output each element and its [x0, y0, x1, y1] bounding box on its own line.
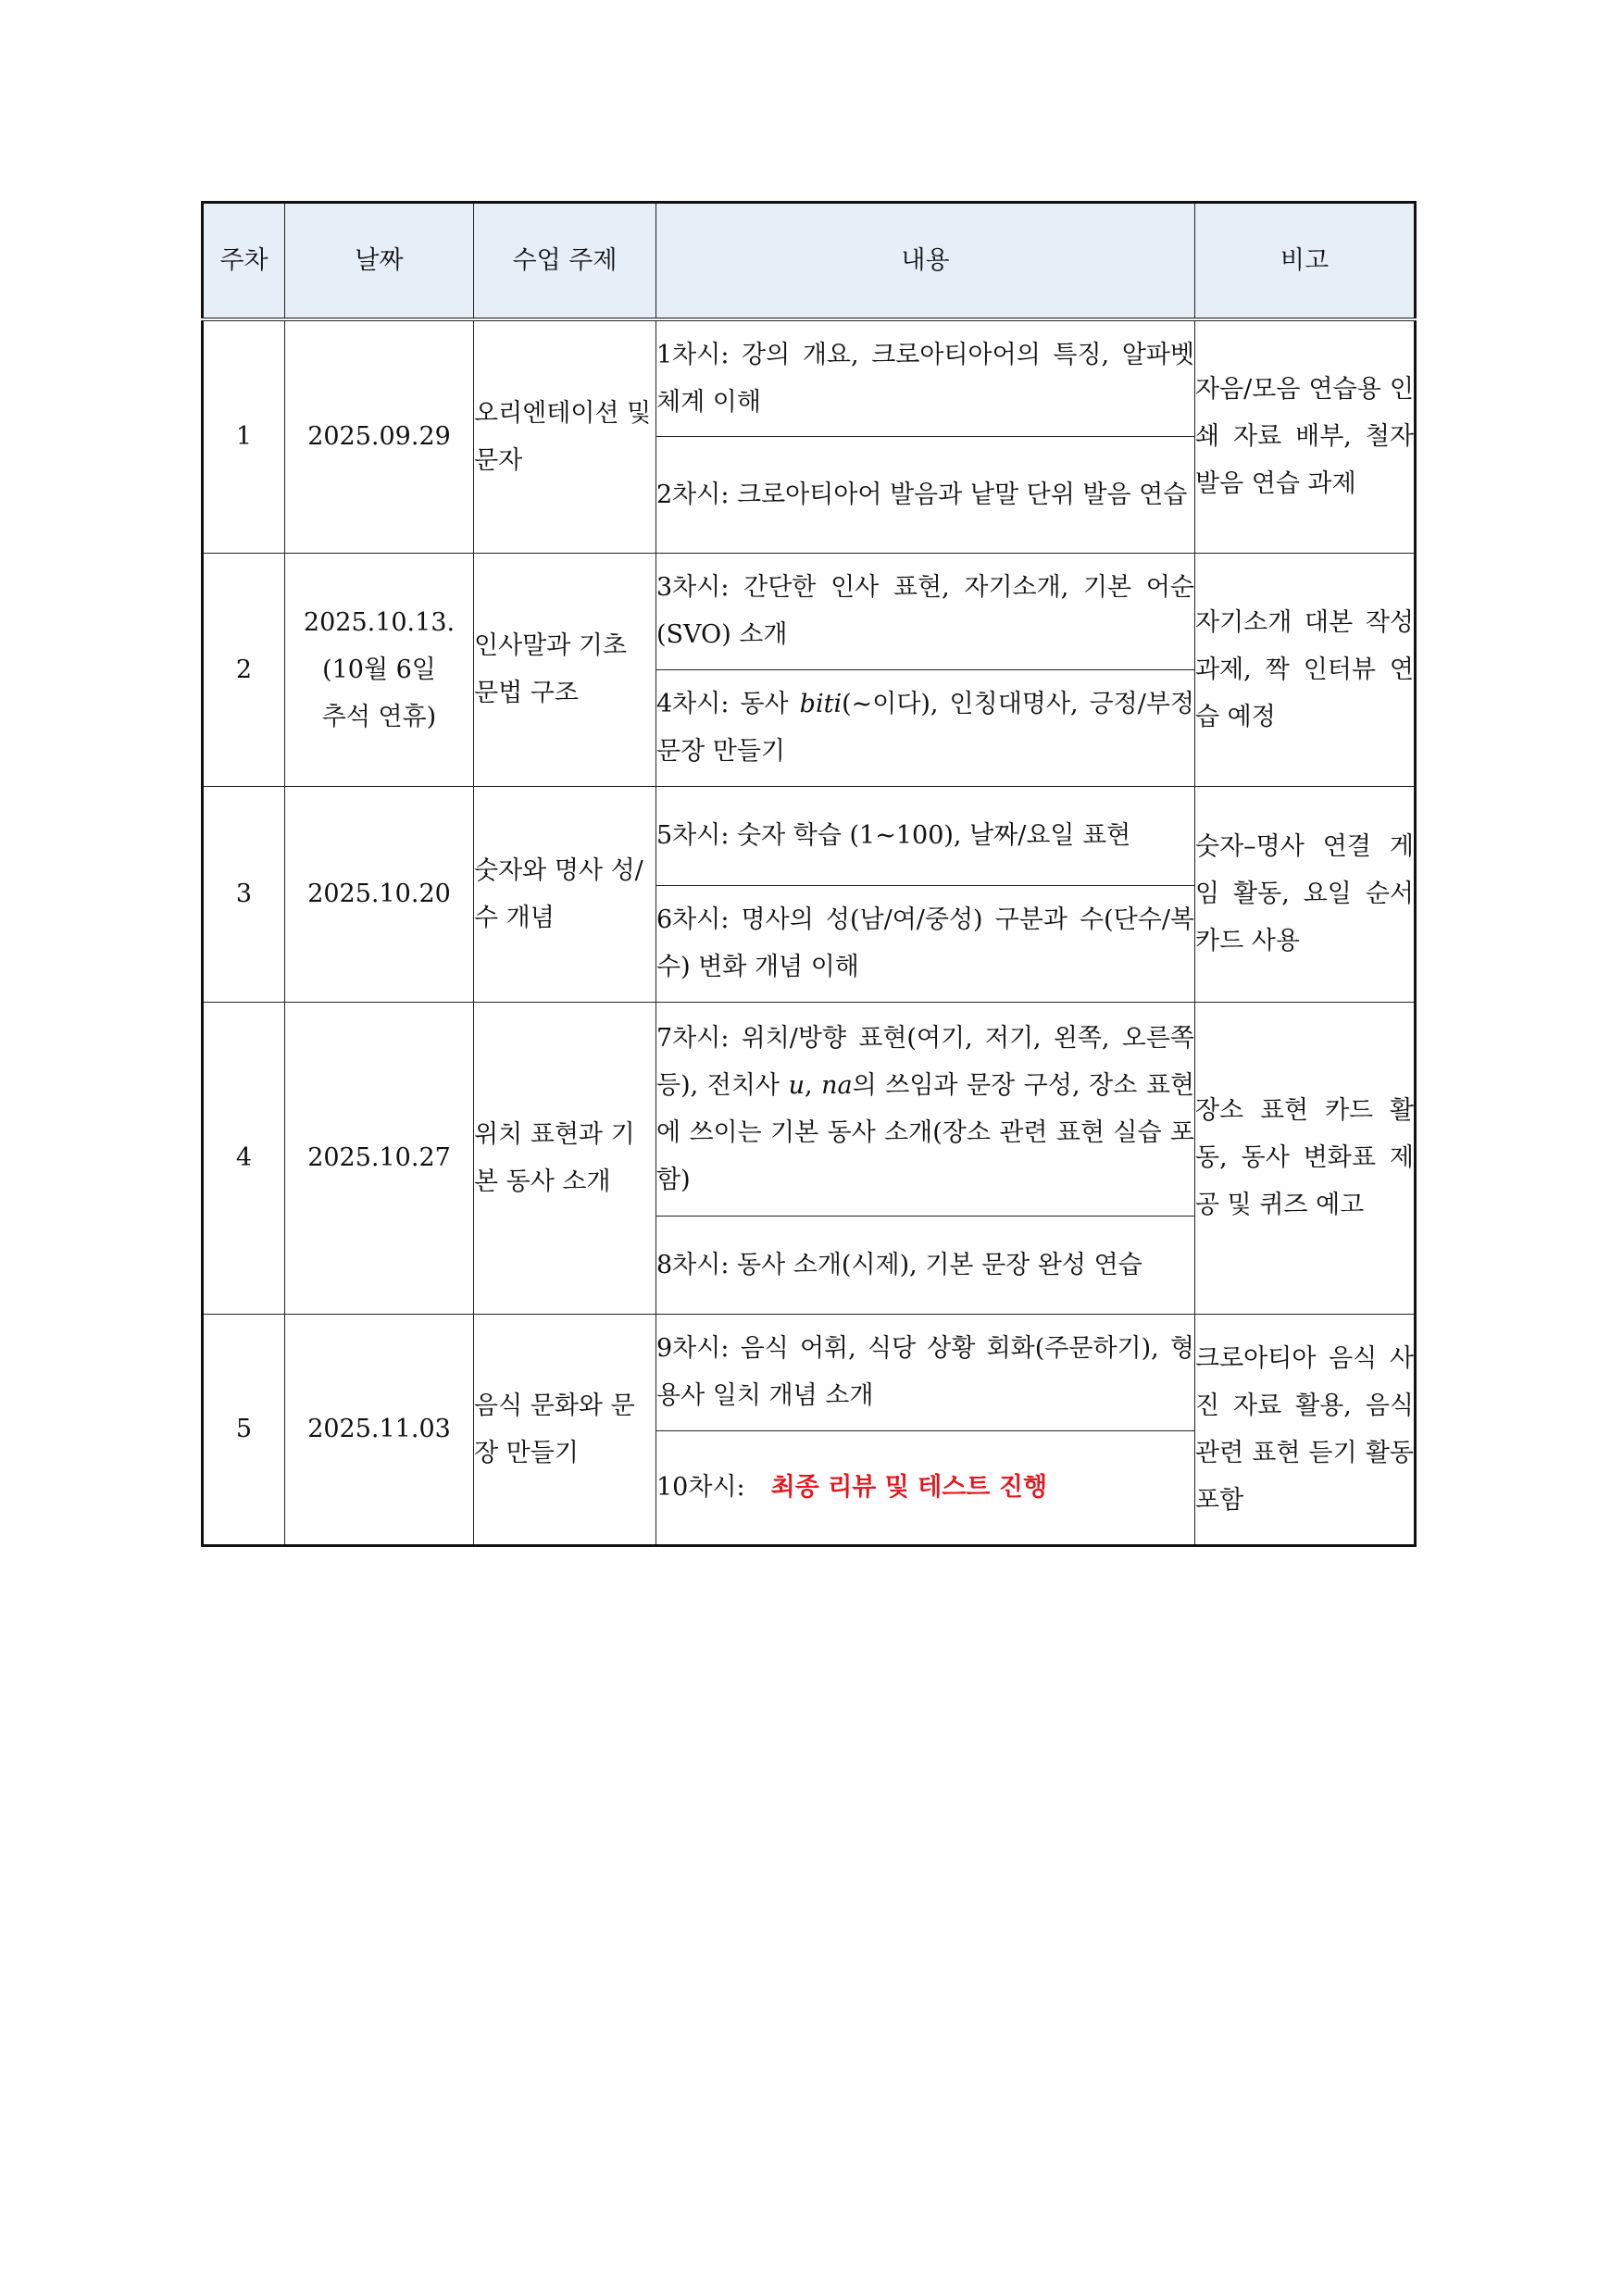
final-review-highlight: 최종 리뷰 및 테스트 진행: [770, 1473, 1048, 1502]
session-content: 7차시: 위치/방향 표현(여기, 저기, 왼쪽, 오른쪽 등), 전치사 u, na의 쓰임과 문장 구성, 장소 표현에 쓰이는 기본 동사 소개(장소 관련 표현 실습 포함): [656, 1002, 1195, 1216]
table-row: [203, 553, 1416, 669]
session-content: 9차시: 음식 어휘, 식당 상황 회화(주문하기), 형용사 일치 개념 소개: [656, 1314, 1195, 1430]
session-content: 8차시: 동사 소개(시제), 기본 문장 완성 연습: [656, 1216, 1195, 1314]
session-topic: 위치 표현과 기본 동사 소개: [474, 1002, 656, 1314]
header-topic: 수업 주제: [474, 203, 656, 320]
session-date: 2025.10.20: [285, 786, 474, 1002]
term-biti: biti: [799, 690, 843, 718]
session-content: 5차시: 숫자 학습 (1~100), 날짜/요일 표현: [656, 786, 1195, 885]
session-topic: 인사말과 기초 문법 구조: [474, 553, 656, 786]
session-date: [285, 553, 474, 786]
date-line: 2025.10.13.: [303, 607, 456, 637]
session-label: 10차시:: [656, 1473, 745, 1502]
table-row: [203, 1002, 1416, 1216]
session-topic: 음식 문화와 문장 만들기: [474, 1314, 656, 1545]
week-number: 3: [203, 786, 285, 1002]
date-line: (10월 6일: [322, 655, 436, 684]
term-u: u: [788, 1070, 805, 1100]
session-content: 6차시: 명사의 성(남/여/중성) 구분과 수(단수/복수) 변화 개념 이해: [656, 885, 1195, 1002]
session-content: 2차시: 크로아티아어 발음과 낱말 단위 발음 연습: [656, 436, 1195, 553]
session-content: [656, 1430, 1195, 1545]
session-date: 2025.10.27: [285, 1002, 474, 1314]
header-week: 주차: [203, 203, 285, 320]
week-number: 4: [203, 1002, 285, 1314]
session-note: 장소 표현 카드 활동, 동사 변화표 제공 및 퀴즈 예고: [1195, 1002, 1416, 1314]
header-note: 비고: [1195, 203, 1416, 320]
header-date: 날짜: [285, 203, 474, 320]
table-row: [203, 786, 1416, 885]
session-topic: 숫자와 명사 성/수 개념: [474, 786, 656, 1002]
week-number: 2: [203, 553, 285, 786]
syllabus-table: [201, 201, 1417, 1547]
session-date: 2025.09.29: [285, 319, 474, 553]
session-date: 2025.11.03: [285, 1314, 474, 1545]
session-content: 1차시: 강의 개요, 크로아티아어의 특징, 알파벳 체계 이해: [656, 319, 1195, 436]
week-number: 1: [203, 319, 285, 553]
table-header-row: [203, 203, 1416, 320]
table-row: [203, 1314, 1416, 1430]
session-note: 자기소개 대본 작성 과제, 짝 인터뷰 연습 예정: [1195, 553, 1416, 786]
session-note: 자음/모음 연습용 인쇄 자료 배부, 철자 발음 연습 과제: [1195, 319, 1416, 553]
session-content: 3차시: 간단한 인사 표현, 자기소개, 기본 어순(SVO) 소개: [656, 553, 1195, 669]
session-topic: 오리엔테이션 및 문자: [474, 319, 656, 553]
session-note: 숫자–명사 연결 게임 활동, 요일 순서 카드 사용: [1195, 786, 1416, 1002]
table-row: [203, 319, 1416, 436]
term-na: na: [821, 1070, 853, 1100]
date-line: 추석 연휴): [321, 702, 437, 731]
session-note: 크로아티아 음식 사진 자료 활용, 음식 관련 표현 듣기 활동 포함: [1195, 1314, 1416, 1545]
week-number: 5: [203, 1314, 285, 1545]
session-content: 4차시: 동사 biti(~이다), 인칭대명사, 긍정/부정 문장 만들기: [656, 669, 1195, 786]
header-content: 내용: [656, 203, 1195, 320]
